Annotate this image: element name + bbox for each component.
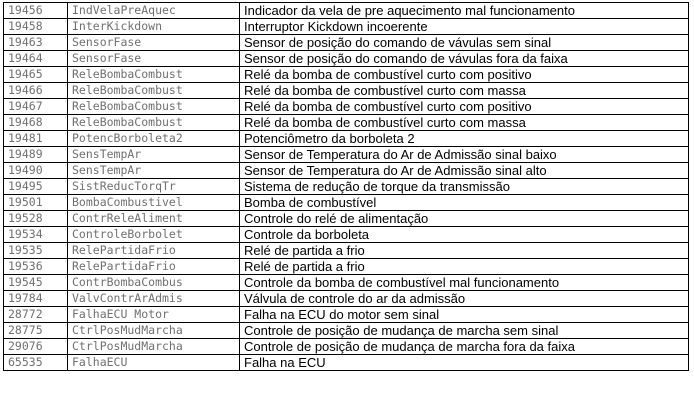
description-cell: Falha na ECU do motor sem sinal [240, 307, 689, 323]
table-row [4, 115, 689, 131]
description-cell: Relé de partida a frio [240, 259, 689, 275]
signal-name-cell: ContrBombaCombus [68, 275, 240, 291]
table-row [4, 35, 689, 51]
table-row [4, 195, 689, 211]
description-cell: Controle de posição de mudança de marcha fora da faixa [240, 339, 689, 355]
table-row [4, 307, 689, 323]
description-cell: Relé da bomba de combustível curto com massa [240, 115, 689, 131]
fault-code-cell: 19501 [4, 195, 68, 211]
signal-name-cell: SensTempAr [68, 163, 240, 179]
description-cell: Válvula de controle do ar da admissão [240, 291, 689, 307]
description-cell: Relé da bomba de combustível curto com massa [240, 83, 689, 99]
fault-code-cell: 19468 [4, 115, 68, 131]
fault-code-cell: 19489 [4, 147, 68, 163]
fault-code-cell: 28775 [4, 323, 68, 339]
fault-code-cell: 19466 [4, 83, 68, 99]
fault-code-cell: 19464 [4, 51, 68, 67]
table-row [4, 291, 689, 307]
fault-code-cell: 65535 [4, 355, 68, 371]
fault-code-table-wrapper [3, 2, 689, 371]
description-cell: Sistema de redução de torque da transmissão [240, 179, 689, 195]
description-cell: Controle do relé de alimentação [240, 211, 689, 227]
table-row [4, 131, 689, 147]
table-row [4, 339, 689, 355]
table-row [4, 259, 689, 275]
signal-name-cell: SensorFase [68, 35, 240, 51]
signal-name-cell: CtrlPosMudMarcha [68, 323, 240, 339]
fault-code-cell: 19456 [4, 3, 68, 19]
fault-code-cell: 29076 [4, 339, 68, 355]
description-cell: Sensor de posição do comando de vávulas fora da faixa [240, 51, 689, 67]
signal-name-cell: ValvContrArAdmis [68, 291, 240, 307]
table-row [4, 3, 689, 19]
table-row [4, 179, 689, 195]
description-cell: Potenciômetro da borboleta 2 [240, 131, 689, 147]
fault-code-cell: 19465 [4, 67, 68, 83]
signal-name-cell: IndVelaPreAquec [68, 3, 240, 19]
signal-name-cell: ReleBombaCombust [68, 115, 240, 131]
description-cell: Relé da bomba de combustível curto com positivo [240, 99, 689, 115]
description-cell: Relé da bomba de combustível curto com positivo [240, 67, 689, 83]
signal-name-cell: ReleBombaCombust [68, 67, 240, 83]
table-row [4, 67, 689, 83]
description-cell: Controle da borboleta [240, 227, 689, 243]
description-cell: Sensor de posição do comando de vávulas sem sinal [240, 35, 689, 51]
description-cell: Controle de posição de mudança de marcha sem sinal [240, 323, 689, 339]
fault-code-cell: 19458 [4, 19, 68, 35]
description-cell: Relé de partida a frio [240, 243, 689, 259]
signal-name-cell: SensorFase [68, 51, 240, 67]
table-row [4, 163, 689, 179]
signal-name-cell: RelePartidaFrio [68, 243, 240, 259]
fault-code-cell: 19534 [4, 227, 68, 243]
signal-name-cell: FalhaECU Motor [68, 307, 240, 323]
signal-name-cell: SensTempAr [68, 147, 240, 163]
fault-code-cell: 19463 [4, 35, 68, 51]
signal-name-cell: RelePartidaFrio [68, 259, 240, 275]
signal-name-cell: ContrReleAliment [68, 211, 240, 227]
signal-name-cell: SistReducTorqTr [68, 179, 240, 195]
signal-name-cell: PotencBorboleta2 [68, 131, 240, 147]
fault-code-table-body [4, 3, 689, 371]
signal-name-cell: ReleBombaCombust [68, 99, 240, 115]
description-cell: Sensor de Temperatura do Ar de Admissão sinal alto [240, 163, 689, 179]
description-cell: Controle da bomba de combustível mal funcionamento [240, 275, 689, 291]
description-cell: Falha na ECU [240, 355, 689, 371]
description-cell: Interruptor Kickdown incoerente [240, 19, 689, 35]
table-row [4, 83, 689, 99]
description-cell: Indicador da vela de pre aquecimento mal funcionamento [240, 3, 689, 19]
fault-code-cell: 19535 [4, 243, 68, 259]
fault-code-cell: 19495 [4, 179, 68, 195]
signal-name-cell: FalhaECU [68, 355, 240, 371]
table-row [4, 275, 689, 291]
table-row [4, 19, 689, 35]
signal-name-cell: ControleBorbolet [68, 227, 240, 243]
description-cell: Sensor de Temperatura do Ar de Admissão sinal baixo [240, 147, 689, 163]
fault-code-cell: 19467 [4, 99, 68, 115]
table-row [4, 227, 689, 243]
fault-code-cell: 19490 [4, 163, 68, 179]
table-row [4, 355, 689, 371]
table-row [4, 323, 689, 339]
fault-code-cell: 19536 [4, 259, 68, 275]
table-row [4, 51, 689, 67]
fault-code-table [3, 2, 689, 371]
table-row [4, 147, 689, 163]
fault-code-cell: 19528 [4, 211, 68, 227]
fault-code-cell: 19545 [4, 275, 68, 291]
signal-name-cell: ReleBombaCombust [68, 83, 240, 99]
table-row [4, 243, 689, 259]
signal-name-cell: CtrlPosMudMarcha [68, 339, 240, 355]
signal-name-cell: InterKickdown [68, 19, 240, 35]
fault-code-cell: 19481 [4, 131, 68, 147]
table-row [4, 211, 689, 227]
signal-name-cell: BombaCombustivel [68, 195, 240, 211]
table-row [4, 99, 689, 115]
fault-code-cell: 28772 [4, 307, 68, 323]
description-cell: Bomba de combustível [240, 195, 689, 211]
fault-code-cell: 19784 [4, 291, 68, 307]
